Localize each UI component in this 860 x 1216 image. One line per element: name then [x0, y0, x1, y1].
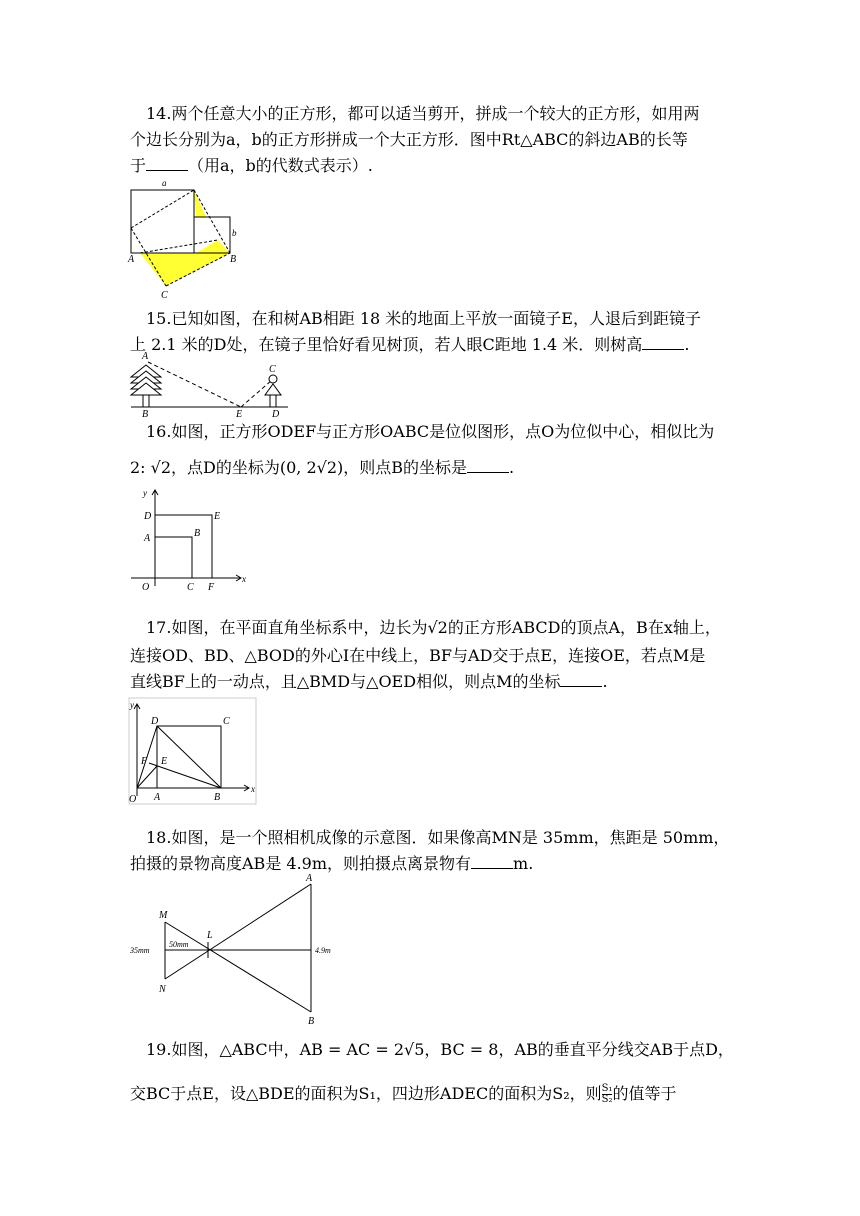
- p15-figure: [128, 350, 293, 418]
- p19-fraction: [602, 1084, 613, 1105]
- p17-label-y: y: [130, 700, 134, 710]
- p14-label-b: b: [232, 228, 237, 238]
- p16-label-B: B: [194, 528, 201, 539]
- p15-label-E: E: [236, 409, 243, 420]
- p16-line2-start: 2: √2，点D的坐标为(0, 2√2)，则点B的坐标是: [130, 458, 468, 477]
- p18-label-B: B: [308, 1016, 315, 1027]
- p15-label-B: B: [142, 409, 149, 420]
- p17-line3-end: .: [602, 672, 608, 691]
- p16-square-OABC: [155, 537, 192, 578]
- p18-label-35mm: 35mm: [130, 946, 150, 955]
- p17-answer-blank[interactable]: [560, 672, 602, 687]
- p17-label-B: B: [214, 792, 221, 803]
- p18-label-L: L: [207, 930, 213, 941]
- p14-yellow-bottom: [140, 240, 230, 286]
- p17-line3-start: 直线BF上的一动点，且△BMD与△OED相似，则点M的坐标: [130, 672, 561, 691]
- p15-label-A: A: [142, 351, 149, 362]
- p16-label-C: C: [187, 582, 194, 593]
- p16-line2: [130, 458, 514, 478]
- p15-label-C: C: [269, 364, 276, 375]
- p19-line2-start: 交BC于点E，设△BDE的面积为S₁，四边形ADEC的面积为S₂，则: [130, 1084, 602, 1103]
- p16-line1: 16.如图，正方形ODEF与正方形OABC是位似图形，点O为位似中心，相似比为: [146, 422, 715, 441]
- p16-answer-blank[interactable]: [467, 458, 509, 473]
- p15-label-D: D: [272, 409, 280, 420]
- p19-frac-numerator: S₁: [601, 1083, 613, 1094]
- p16-label-x: x: [242, 574, 246, 584]
- p15-line2-start: 上 2.1 米的D处，在镜子里恰好看见树顶，若人眼C距地 1.4 米．则树高: [130, 335, 643, 354]
- p18-label-50mm: 50mm: [169, 940, 189, 949]
- p15-line2-end: .: [684, 335, 690, 354]
- p14-line3-start: 于: [130, 156, 147, 175]
- p16-label-F: F: [208, 582, 215, 593]
- p16-label-O: O: [142, 582, 150, 593]
- p14-figure: [128, 178, 243, 303]
- p18-N-to-A: [165, 884, 311, 979]
- p19-line2: [130, 1084, 676, 1105]
- p18-label-M: M: [159, 910, 168, 921]
- p14-big-square: [131, 190, 194, 253]
- p17-line1: 17.如图，在平面直角坐标系中，边长为√2的正方形ABCD的顶点A，B在x轴上，: [146, 618, 721, 637]
- p16-square-ODEF: [155, 515, 212, 578]
- p17-line2: 连接OD、BD、△BOD的外心I在中线上，BF与AD交于点E，连接OE，若点M是: [130, 646, 706, 665]
- p18-line2-end: m.: [513, 854, 534, 873]
- p14-line1: 14.两个任意大小的正方形，都可以适当剪开，拼成一个较大的正方形，如用两: [146, 104, 700, 123]
- p14-dash-2: [131, 190, 194, 228]
- tree-icon: [131, 365, 161, 407]
- person-icon: [265, 375, 281, 407]
- p17-label-x: x: [251, 784, 255, 794]
- p18-line2: [130, 854, 533, 874]
- p16-figure: [128, 486, 253, 594]
- p14-answer-blank[interactable]: [146, 156, 188, 171]
- p17-BF: [149, 763, 221, 788]
- p18-label-4.9m: 4.9m: [315, 946, 331, 955]
- p14-line2: 个边长分别为a，b的正方形拼成一个大正方形．图中Rt△ABC的斜边AB的长等: [130, 130, 688, 149]
- p18-figure: [128, 872, 343, 1027]
- p15-ray-AE: [148, 362, 241, 407]
- p16-label-A: A: [144, 533, 151, 544]
- p17-label-A: A: [154, 792, 161, 803]
- p17-label-C: C: [223, 716, 230, 727]
- p19-frac-denominator: S₂: [601, 1094, 613, 1105]
- p17-OE: [137, 766, 157, 788]
- p18-line2-start: 拍摄的景物高度AB是 4.9m，则拍摄点离景物有: [130, 854, 472, 873]
- p17-label-D: D: [151, 716, 159, 727]
- p15-answer-blank[interactable]: [642, 335, 684, 350]
- p18-line1: 18.如图，是一个照相机成像的示意图．如果像高MN是 35mm，焦距是 50mm，: [146, 828, 730, 847]
- p14-line3-end: （用a，b的代数式表示）.: [188, 156, 373, 175]
- p18-label-A: A: [306, 873, 313, 884]
- p14-label-a: a: [162, 178, 167, 188]
- p17-figure: [127, 696, 262, 808]
- p18-label-N: N: [159, 984, 166, 995]
- p16-label-y: y: [143, 488, 147, 498]
- p19-line2-end: 的值等于: [612, 1084, 677, 1103]
- p16-label-E: E: [214, 511, 221, 522]
- p18-answer-blank[interactable]: [471, 854, 513, 869]
- p18-M-to-B: [165, 922, 311, 1012]
- p17-label-E: E: [161, 756, 168, 767]
- p14-label-A: A: [128, 254, 135, 265]
- p16-label-D: D: [144, 511, 152, 522]
- p15-line1: 15.已知如图，在和树AB相距 18 米的地面上平放一面镜子E，人退后到距镜子: [146, 309, 701, 328]
- p17-label-F: F: [141, 756, 148, 767]
- p14-label-B: B: [230, 254, 237, 265]
- p19-line1: 19.如图，△ABC中，AB = AC = 2√5，BC = 8，AB的垂直平分线交AB于点D，: [146, 1040, 734, 1059]
- p16-line2-end: .: [509, 458, 515, 477]
- p14-line3: [130, 156, 373, 176]
- p14-label-C: C: [161, 290, 168, 301]
- p17-label-O: O: [129, 794, 137, 805]
- p14-yellow-top: [194, 190, 206, 217]
- p17-line3: [130, 672, 608, 692]
